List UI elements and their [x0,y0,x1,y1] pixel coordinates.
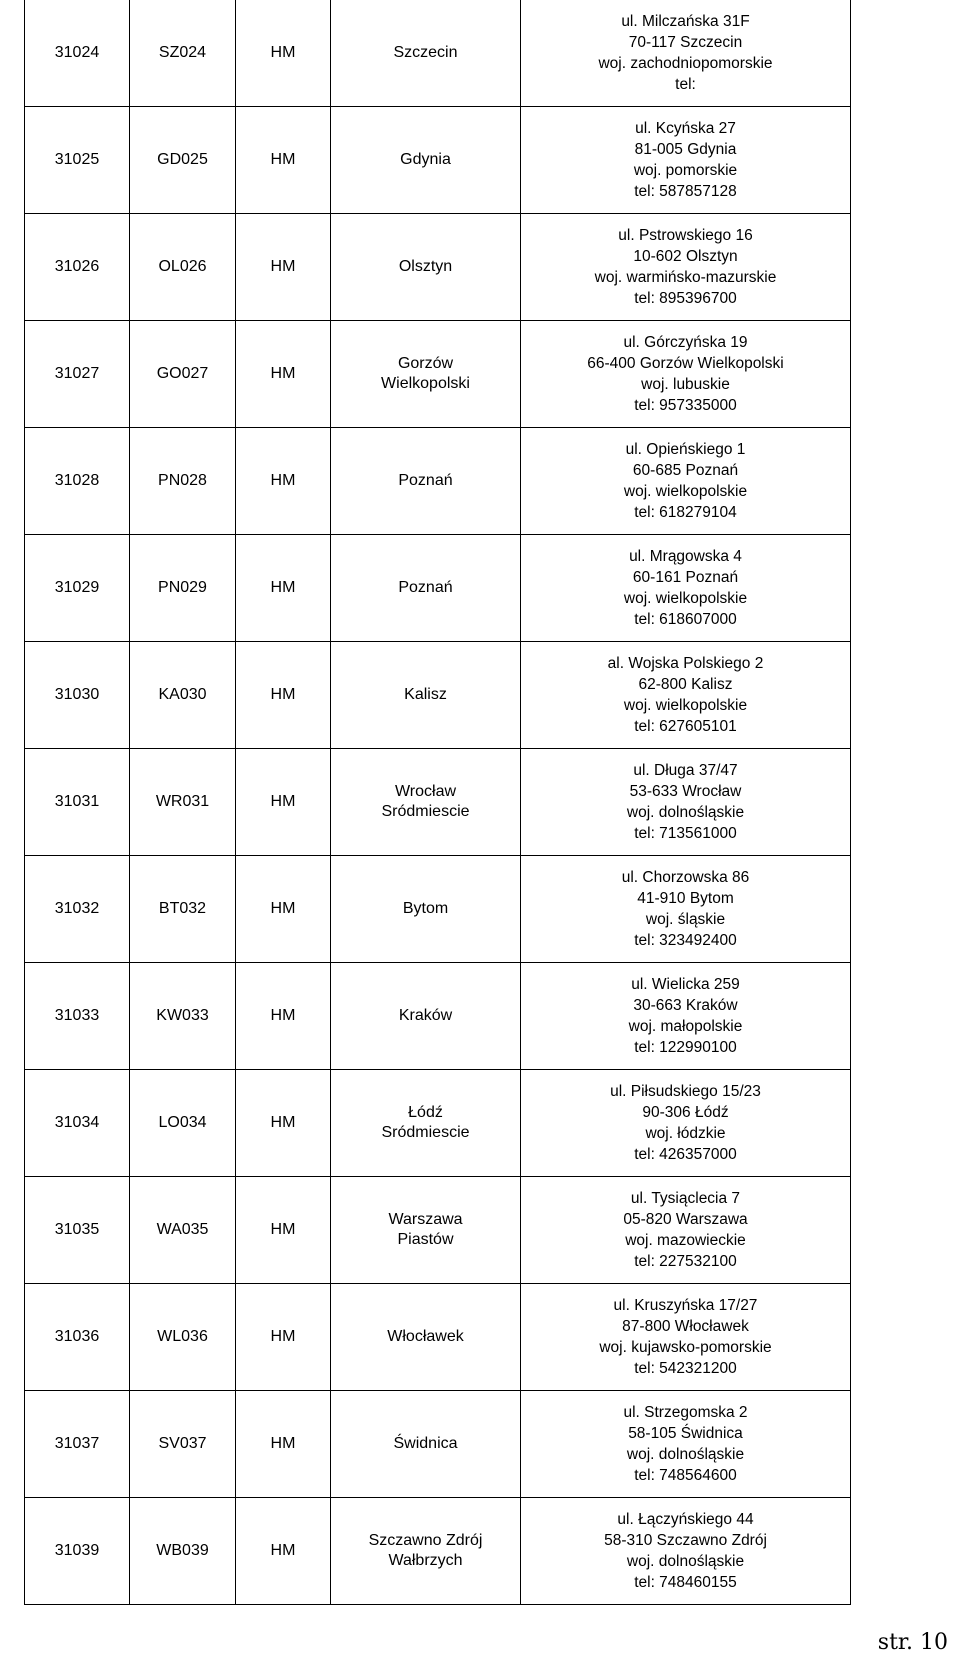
address-line: 87-800 Włocławek [622,1318,749,1335]
store-code-cell: PN029 [130,535,236,642]
address-line: woj. dolnośląskie [626,804,745,821]
store-code-cell: BT032 [130,856,236,963]
address-line: 30-663 Kraków [633,997,738,1014]
store-id-cell: 31025 [25,107,130,214]
store-type-cell: HM [236,107,331,214]
address-line: woj. zachodniopomorskie [598,55,773,72]
address-line: 60-161 Poznań [632,569,739,586]
address-line: tel: 227532100 [634,1253,737,1270]
address-line: woj. wielkopolskie [623,590,748,607]
address-line: 58-105 Świdnica [628,1425,743,1442]
address-line: ul. Łączyńskiego 44 [617,1511,754,1528]
city-line: Kalisz [404,686,447,703]
address-line: 60-685 Poznań [632,462,739,479]
store-city-cell [331,1498,521,1605]
store-id-cell: 31037 [25,1391,130,1498]
address-line: 53-633 Wrocław [629,783,742,800]
address-line: ul. Górczyńska 19 [623,334,748,351]
store-address-cell [521,1391,851,1498]
address-line: 90-306 Łódź [642,1104,729,1121]
store-city-cell [331,642,521,749]
store-code-cell: GD025 [130,107,236,214]
city-line: Szczecin [393,44,458,61]
store-city-cell [331,856,521,963]
address-line: 62-800 Kalisz [638,676,733,693]
store-table [24,0,851,1605]
table-row [25,214,851,321]
address-line: ul. Pstrowskiego 16 [618,227,753,244]
address-line: tel: 323492400 [634,932,737,949]
address-line: tel: 748460155 [634,1574,737,1591]
store-city-cell [331,1391,521,1498]
store-city-cell [331,107,521,214]
address-line: ul. Kcyńska 27 [635,120,736,137]
store-type-cell: HM [236,856,331,963]
city-line: Bytom [402,900,449,917]
store-table-body [25,0,851,1605]
address-line: tel: 122990100 [634,1039,737,1056]
store-id-cell: 31026 [25,214,130,321]
store-city-cell [331,1070,521,1177]
address-line: woj. dolnośląskie [626,1446,745,1463]
store-address-cell [521,321,851,428]
store-type-cell: HM [236,1391,331,1498]
city-line: Sródmiescie [381,1124,470,1141]
address-line: tel: 618279104 [634,504,737,521]
city-line: Łódź [408,1104,443,1121]
store-id-cell: 31035 [25,1177,130,1284]
address-line: woj. łódzkie [645,1125,726,1142]
address-line: 81-005 Gdynia [634,141,737,158]
address-line: ul. Strzegomska 2 [623,1404,748,1421]
table-row [25,428,851,535]
city-line: Piastów [397,1231,454,1248]
address-line: tel: 748564600 [634,1467,737,1484]
store-type-cell: HM [236,0,331,107]
store-address-cell [521,1498,851,1605]
table-row [25,749,851,856]
address-line: woj. dolnośląskie [626,1553,745,1570]
store-code-cell: WA035 [130,1177,236,1284]
city-line: Wrocław [394,783,457,800]
table-row [25,1177,851,1284]
city-line: Olsztyn [398,258,453,275]
address-line: ul. Tysiąclecia 7 [630,1190,741,1207]
store-code-cell: KW033 [130,963,236,1070]
store-type-cell: HM [236,321,331,428]
store-address-cell [521,856,851,963]
store-code-cell: SV037 [130,1391,236,1498]
store-code-cell: SZ024 [130,0,236,107]
store-type-cell: HM [236,1070,331,1177]
address-line: 10-602 Olsztyn [633,248,738,265]
address-line: woj. mazowieckie [625,1232,746,1249]
address-line: tel: 587857128 [634,183,737,200]
store-type-cell: HM [236,1177,331,1284]
city-line: Wielkopolski [381,375,470,392]
store-code-cell: KA030 [130,642,236,749]
store-id-cell: 31024 [25,0,130,107]
address-line: woj. kujawsko-pomorskie [599,1339,772,1356]
address-line: woj. wielkopolskie [623,483,748,500]
store-address-cell [521,1284,851,1391]
store-type-cell: HM [236,535,331,642]
store-code-cell: OL026 [130,214,236,321]
address-line: tel: 713561000 [634,825,737,842]
store-code-cell: WL036 [130,1284,236,1391]
store-type-cell: HM [236,1284,331,1391]
city-line: Gdynia [400,151,451,168]
address-line: ul. Długa 37/47 [633,762,738,779]
address-line: woj. wielkopolskie [623,697,748,714]
table-row [25,321,851,428]
store-code-cell: PN028 [130,428,236,535]
table-row [25,963,851,1070]
city-line: Szczawno Zdrój [368,1532,483,1549]
table-row [25,535,851,642]
store-type-cell: HM [236,428,331,535]
address-line: al. Wojska Polskiego 2 [607,655,764,672]
store-city-cell [331,749,521,856]
address-line: woj. małopolskie [628,1018,743,1035]
store-address-cell [521,0,851,107]
address-line: tel: 542321200 [634,1360,737,1377]
store-city-cell [331,963,521,1070]
store-id-cell: 31031 [25,749,130,856]
city-line: Wałbrzych [388,1552,463,1569]
address-line: ul. Wielicka 259 [631,976,740,993]
store-id-cell: 31028 [25,428,130,535]
address-line: ul. Opieńskiego 1 [625,441,746,458]
table-row [25,1498,851,1605]
store-type-cell: HM [236,749,331,856]
store-code-cell: GO027 [130,321,236,428]
address-line: 41-910 Bytom [637,890,734,907]
store-city-cell [331,535,521,642]
address-line: tel: 426357000 [634,1146,737,1163]
store-city-cell [331,1177,521,1284]
store-type-cell: HM [236,1498,331,1605]
store-address-cell [521,963,851,1070]
address-line: 05-820 Warszawa [623,1211,748,1228]
table-row [25,642,851,749]
store-address-cell [521,535,851,642]
table-row [25,1284,851,1391]
store-id-cell: 31036 [25,1284,130,1391]
address-line: woj. pomorskie [633,162,738,179]
page-number: str. 10 [877,1630,948,1655]
address-line: 66-400 Gorzów Wielkopolski [587,355,784,372]
address-line: 70-117 Szczecin [628,34,743,51]
city-line: Świdnica [393,1435,458,1452]
store-city-cell [331,321,521,428]
address-line: ul. Milczańska 31F [621,13,750,30]
store-address-cell [521,107,851,214]
city-line: Sródmiescie [381,803,470,820]
address-line: tel: 957335000 [634,397,737,414]
city-line: Warszawa [388,1211,463,1228]
city-line: Poznań [398,472,453,489]
store-address-cell [521,214,851,321]
address-line: ul. Mrągowska 4 [629,548,742,565]
city-line: Gorzów [397,355,454,372]
store-city-cell [331,1284,521,1391]
table-row [25,107,851,214]
address-line: tel: 618607000 [634,611,737,628]
city-line: Poznań [398,579,453,596]
store-code-cell: WB039 [130,1498,236,1605]
store-id-cell: 31039 [25,1498,130,1605]
store-address-cell [521,642,851,749]
store-city-cell [331,214,521,321]
store-type-cell: HM [236,963,331,1070]
table-row [25,856,851,963]
store-code-cell: LO034 [130,1070,236,1177]
address-line: ul. Piłsudskiego 15/23 [610,1083,761,1100]
store-address-cell [521,749,851,856]
store-id-cell: 31030 [25,642,130,749]
address-line: woj. śląskie [645,911,726,928]
store-type-cell: HM [236,214,331,321]
store-address-cell [521,1070,851,1177]
store-city-cell [331,0,521,107]
address-line: ul. Kruszyńska 17/27 [613,1297,758,1314]
table-row [25,1070,851,1177]
address-line: tel: 627605101 [634,718,737,735]
address-line: 58-310 Szczawno Zdrój [604,1532,767,1549]
address-line: tel: 895396700 [634,290,737,307]
table-row [25,1391,851,1498]
store-type-cell: HM [236,642,331,749]
store-id-cell: 31029 [25,535,130,642]
address-line: ul. Chorzowska 86 [621,869,750,886]
city-line: Włocławek [387,1328,464,1345]
store-id-cell: 31027 [25,321,130,428]
city-line: Kraków [398,1007,453,1024]
store-city-cell [331,428,521,535]
store-code-cell: WR031 [130,749,236,856]
address-line: woj. lubuskie [641,376,730,393]
address-line: woj. warmińsko-mazurskie [594,269,777,286]
store-address-cell [521,1177,851,1284]
address-line: tel: [675,76,696,93]
store-id-cell: 31033 [25,963,130,1070]
store-address-cell [521,428,851,535]
table-row [25,0,851,107]
store-id-cell: 31034 [25,1070,130,1177]
store-id-cell: 31032 [25,856,130,963]
